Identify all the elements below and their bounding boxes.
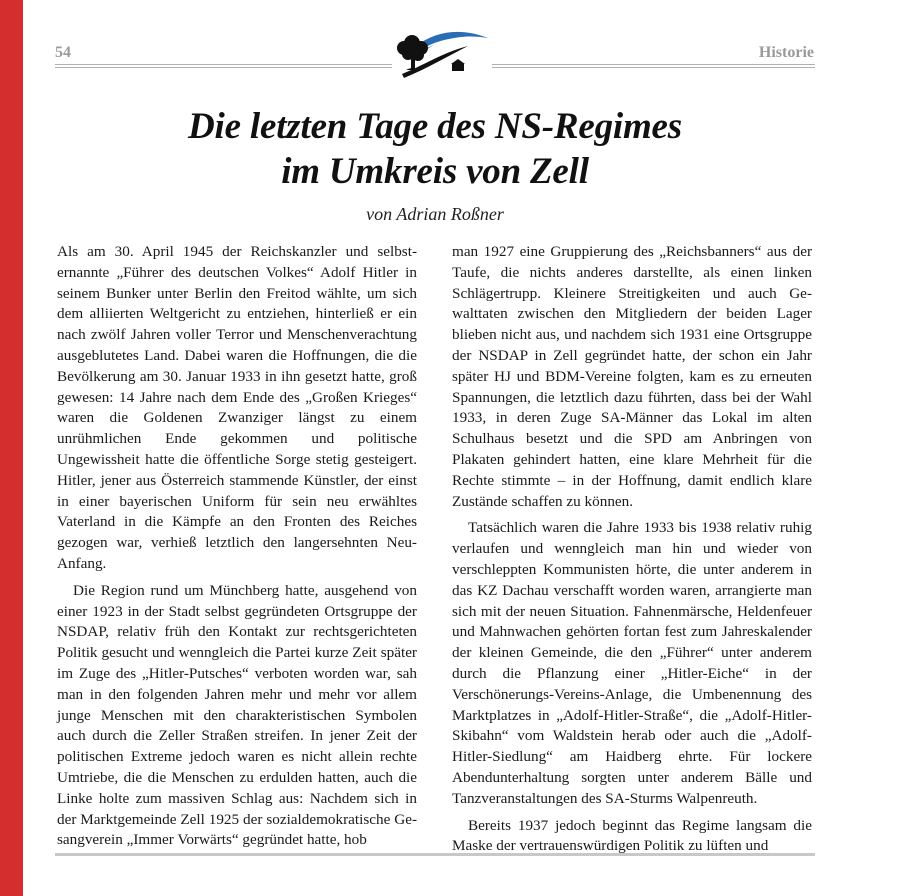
- paragraph: Als am 30. April 1945 der Reichskanzler und selbsternannte „Führer des deutschen Volkes“ Adolf Hitler in seinem Bunker unter Berlin den Freitod wählte, um sich dem alliierten Weltgericht zu entziehen, hinterließ er ein nach zwölf Jahren voller Terror und Menschenverachtung ausgeblutetes Land. Dabei waren die Hoffnungen, die die Bevölkerung am 30. Januar 1933 in ihn gesetzt hatte, groß gewesen: 14 Jahre nach dem Ende des „Großen Krieges“ waren die Goldenen Zwanziger längst zu einem unrühmlichen Ende gekommen und politische Ungewissheit hatte die öffentliche Sorge stetig gesteigert. Hitler, jener aus Österreich stammende Künstler, der einst in einer bayerischen Uniform für sein neu erwähltes Vaterland in die Kämpfe an den Fronten des Reiches gezogen war, verhieß letztlich den langersehnten Neu-Anfang.: [57, 243, 417, 572]
- title-line-2: im Umkreis von Zell: [281, 151, 589, 192]
- paragraph: Tatsächlich waren die Jahre 1933 bis 1938 relativ ruhig verlaufen und wenngleich man hin und wieder von verschleppten Kommunisten hörte, die unter anderem in das KZ Dachau verschafft worden waren, arrangierte man sich mit der neuen Situation. Fahnenmärsche, Heldenfeuer und Mahnwachen gehörten fortan fest zum Jahreskalender der kleinen Gemeinde, die den „Führer“ unter anderem durch die Pflanzung einer „Hitler-Eiche“ in der Verschönerungs-Vereins-Anlage, die Umbenennung des Marktplatzes in „Adolf-Hitler-Straße“, die „Adolf-Hitler-Skibahn“ vom Waldstein herab oder auch die „Adolf-Hitler-Siedlung“ am Haidberg ehrte. Für lockere Abendunterhaltung sorgten unter anderem Bälle und Tanzveranstaltungen des SA-Sturms Walpenreuth.: [452, 519, 812, 807]
- paragraph: Bereits 1937 jedoch beginnt das Regime langsam die Maske der vertrauenswürdigen Politik zu lüften und: [452, 816, 812, 855]
- tree-and-hill-logo-icon: [392, 26, 492, 82]
- paragraph: Die Region rund um Münchberg hatte, ausgehend von einer 1923 in der Stadt selbst gegründeten Ortsgruppe der NSDAP, relativ früh den Kontakt zur rechtsgerichteten Politik gesucht und wenngleich die Partei kurze Zeit später im Zuge des „Hitler-Putsches“ verboten worden war, sah man in den folgenden Jahren mehr und mehr vor allem junge Menschen mit den charakteristischen Symbolen auch durch die Zeller Straßen streifen. In jener Zeit der politischen Extreme jedoch waren es nicht allein rechte Umtriebe, die die Menschen zu erdulden hatten, auch die Linke holte zum massiven Schlag aus: Nachdem sich in der Marktgemeinde Zell 1925 der sozialdemokratische Gesangverein „Immer Vorwärts“ gegründet hatte, hob: [57, 581, 417, 849]
- page-number: 54: [55, 44, 71, 61]
- paragraph: man 1927 eine Gruppierung des „Reichsbanners“ aus der Taufe, die nichts anderes darstellte, als einen linken Schlägertrupp. Kleinere Streitigkeiten und auch Gewalttaten zwischen den Mitgliedern der beiden Lager blieben nicht aus, und nachdem sich 1931 eine Ortsgruppe der NSDAP in Zell gegründet hatte, der schon ein Jahr später HJ und BDM-Vereine folgten, kam es zu erneuten Spannungen, die letztlich dazu führten, dass bei der Wahl 1933, in deren Zuge SA-Männer das Lokal im alten Schulhaus besetzt und die SPD am Anbringen von Plakaten gehindert hatten, eine klare Mehrheit für die Rechte stimmte – in der Hoffnung, damit endlich klare Zustände schaffen zu können.: [452, 243, 812, 510]
- text-column-right: [452, 242, 812, 857]
- text-column-left: [57, 242, 417, 851]
- byline: von Adrian Roßner: [366, 204, 504, 224]
- footer-rule: [55, 853, 815, 856]
- page-edge-accent-bar: [0, 0, 23, 896]
- article-title: [60, 104, 810, 194]
- title-line-1: Die letzten Tage des NS-Regimes: [188, 106, 682, 147]
- section-label: Historie: [758, 44, 814, 61]
